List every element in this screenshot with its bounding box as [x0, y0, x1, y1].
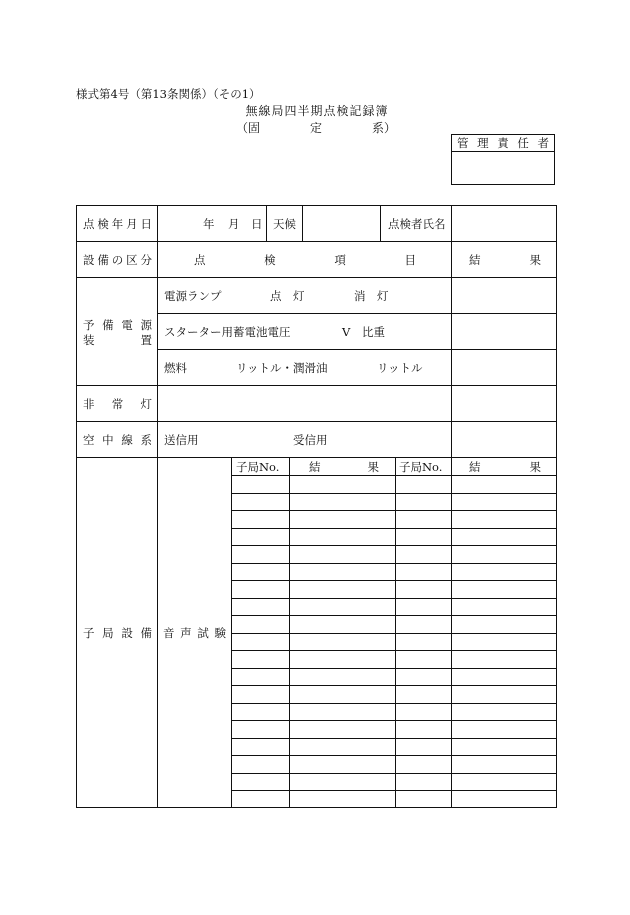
backup-power-label-line2 — [83, 333, 152, 347]
header-char: 果 — [529, 253, 541, 267]
label-char: 声 — [180, 626, 192, 640]
power-lamp-label: 電源ランプ — [164, 289, 222, 303]
label-char: 月 — [126, 217, 138, 231]
month-label: 月 — [228, 217, 240, 231]
header-char: 果 — [529, 460, 541, 474]
row-line — [77, 277, 556, 278]
manager-label — [452, 135, 554, 152]
document-subtitle — [236, 119, 396, 136]
lamp-lit-label: 点 灯 — [270, 289, 305, 303]
label-char: 線 — [121, 433, 133, 447]
label-char: 区 — [126, 253, 138, 267]
col-line — [302, 206, 303, 241]
manager-label-char: 任 — [517, 136, 529, 150]
label-char: 源 — [140, 318, 152, 332]
inspection-table — [76, 205, 557, 808]
substation-no-header: 子局No. — [236, 460, 280, 474]
label-char: 電 — [121, 318, 133, 332]
substation-result-header — [309, 460, 379, 474]
header-char: 目 — [404, 253, 416, 267]
substation-row-line — [231, 615, 556, 616]
row-line — [77, 385, 556, 386]
header-char: 結 — [309, 460, 321, 474]
header-char: 検 — [264, 253, 276, 267]
inspector-label: 点検者氏名 — [388, 217, 446, 231]
label-char: 装 — [83, 333, 95, 347]
year-label: 年 — [203, 217, 215, 231]
row-line — [77, 421, 556, 422]
label-char: 局 — [102, 626, 114, 640]
substation-row-line — [231, 685, 556, 686]
substation-row-line — [231, 738, 556, 739]
header-char: 結 — [469, 253, 481, 267]
col-line — [451, 206, 452, 457]
col-line — [266, 206, 267, 241]
row-line — [77, 241, 556, 242]
label-char: 音 — [163, 626, 175, 640]
label-char: 設 — [121, 626, 133, 640]
label-char: 中 — [102, 433, 114, 447]
result-header — [469, 253, 541, 267]
substation-row-line — [231, 580, 556, 581]
substation-row-line — [231, 790, 556, 791]
category-label — [83, 253, 152, 267]
inspection-items-header — [194, 253, 416, 267]
subtitle-char: （固 — [236, 121, 261, 135]
substation-row-line — [231, 528, 556, 529]
substation-row-line — [231, 545, 556, 546]
row-line — [157, 349, 556, 350]
substation-row-line — [231, 720, 556, 721]
backup-power-label-line1 — [83, 318, 152, 332]
manager-label-char: 者 — [537, 136, 549, 150]
form-number: 様式第4号（第13条関係）（その1） — [76, 87, 261, 101]
fuel-label: 燃料 — [164, 361, 187, 375]
label-char: 備 — [102, 318, 114, 332]
substation-result-header-2 — [469, 460, 541, 474]
substation-row-line — [231, 493, 556, 494]
manager-label-char: 理 — [477, 136, 489, 150]
substation-row-line — [231, 703, 556, 704]
manager-label-char: 責 — [497, 136, 509, 150]
label-char: 系 — [140, 433, 152, 447]
lamp-off-label: 消 灯 — [354, 289, 389, 303]
label-char: 設 — [83, 253, 95, 267]
substation-row-line — [231, 650, 556, 651]
row-line — [157, 313, 556, 314]
receive-antenna-label: 受信用 — [293, 433, 328, 447]
substation-row-line — [231, 475, 556, 476]
label-char: 空 — [83, 433, 95, 447]
oil-liter-label: リットル — [377, 361, 423, 375]
substation-row-line — [231, 563, 556, 564]
label-char: 験 — [214, 626, 226, 640]
subtitle-char: 定 — [309, 121, 322, 135]
substation-row-line — [231, 633, 556, 634]
fuel-liter-oil-label: リットル・潤滑油 — [236, 361, 328, 375]
voice-test-label — [163, 626, 226, 640]
emergency-light-label — [83, 397, 152, 411]
label-char: 備 — [97, 253, 109, 267]
label-char: 分 — [140, 253, 152, 267]
manager-signature-area[interactable] — [452, 152, 554, 185]
label-char: 日 — [140, 217, 152, 231]
substation-row-line — [231, 598, 556, 599]
header-char: 結 — [469, 460, 481, 474]
substation-row-line — [231, 773, 556, 774]
send-antenna-label: 送信用 — [164, 433, 199, 447]
label-char: 置 — [140, 333, 152, 347]
header-char: 果 — [367, 460, 379, 474]
label-char: 検 — [97, 217, 109, 231]
label-char: 点 — [83, 217, 95, 231]
substation-label — [83, 626, 152, 640]
date-label — [83, 217, 152, 231]
row-line — [77, 457, 556, 458]
substation-row-line — [231, 510, 556, 511]
starter-battery-label: スターター用蓄電池電圧 — [164, 325, 291, 339]
day-label: 日 — [251, 217, 263, 231]
label-char: 年 — [111, 217, 124, 231]
substation-row-line — [231, 668, 556, 669]
header-char: 点 — [194, 253, 206, 267]
specific-gravity-label: 比重 — [362, 325, 385, 339]
label-char: 備 — [140, 626, 152, 640]
label-char: 灯 — [140, 397, 152, 411]
substation-no-header-2: 子局No. — [399, 460, 443, 474]
voltage-unit: V — [342, 325, 351, 339]
weather-label: 天候 — [273, 217, 296, 231]
document-title: 無線局四半期点検記録簿 — [245, 104, 389, 118]
label-char: 試 — [197, 626, 209, 640]
label-char: 予 — [83, 318, 95, 332]
label-char: の — [111, 253, 124, 267]
label-char: 子 — [83, 626, 95, 640]
col-line — [380, 206, 381, 241]
manager-box — [451, 134, 555, 185]
header-char: 項 — [334, 253, 346, 267]
substation-row-line — [231, 755, 556, 756]
col-line — [157, 206, 158, 807]
antenna-label — [83, 433, 152, 447]
manager-label-char: 管 — [457, 136, 469, 150]
subtitle-char: 系） — [371, 121, 396, 135]
label-char: 常 — [111, 397, 124, 411]
label-char: 非 — [83, 397, 95, 411]
